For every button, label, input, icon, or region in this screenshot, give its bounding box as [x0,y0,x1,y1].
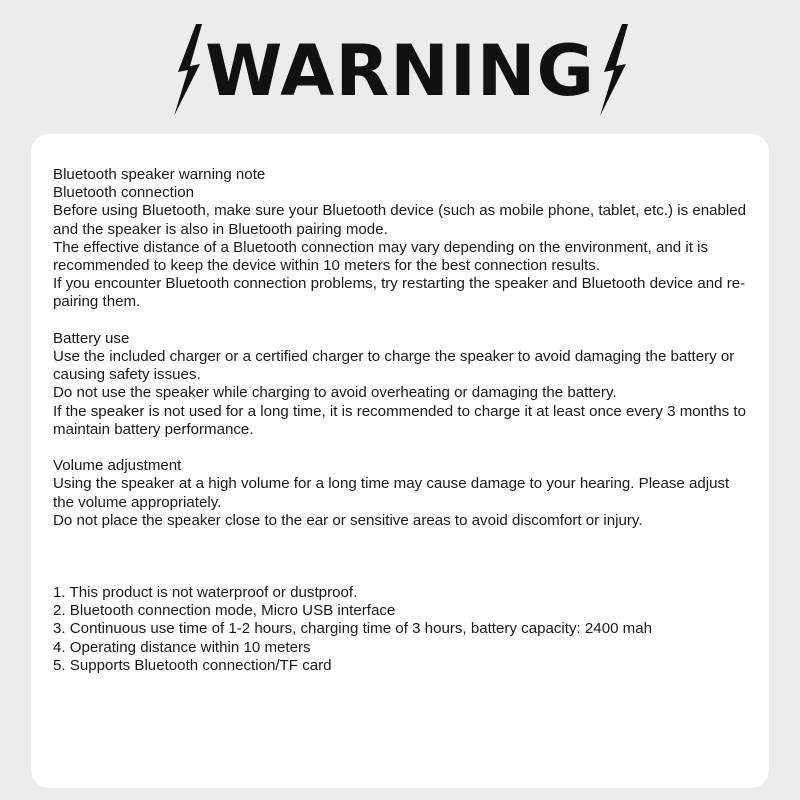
note-paragraph: Before using Bluetooth, make sure your Bluetooth device (such as mobile phone, tablet, etc.) is enabled and the speaker is also in Bluetooth pairing mode. [53,202,747,238]
note-paragraph: If you encounter Bluetooth connection problems, try restarting the speaker and Bluetooth device and re-pairing them. [53,275,746,311]
spec-item: 5. Supports Bluetooth connection/TF card [53,656,332,674]
volume-section [53,457,749,530]
note-paragraph: If the speaker is not used for a long time, it is recommended to charge it at least once every 3 months to maintain battery performance. [53,402,746,438]
spec-item: 4. Operating distance within 10 meters [53,638,311,656]
note-heading: Bluetooth speaker warning note [53,166,266,183]
spec-item: 2. Bluetooth connection mode, Micro USB interface [53,602,396,620]
spec-item: 1. This product is not waterproof or dustproof. [53,584,358,602]
battery-section [53,330,749,439]
section-heading: Battery use [53,329,130,347]
warning-title: WARNING [205,30,595,112]
note-paragraph: Using the speaker at a high volume for a long time may cause damage to your hearing. Please adjust the volume appropriately. [53,475,730,511]
note-paragraph: The effective distance of a Bluetooth connection may vary depending on the environment, and it is recommended to keep the device within 10 meters for the best connection results. [53,238,709,275]
lightning-bolt-icon [592,24,638,116]
note-paragraph: Do not use the speaker while charging to avoid overheating or damaging the battery. [53,384,617,402]
warning-notes [53,166,749,675]
note-paragraph: Use the included charger or a certified charger to charge the speaker to avoid damaging the battery or causing safety issues. [53,348,735,384]
section-heading: Bluetooth connection [53,184,194,202]
warning-header [0,0,800,134]
warning-card [31,134,769,788]
section-heading: Volume adjustment [53,457,182,475]
note-paragraph: Do not place the speaker close to the ear or sensitive areas to avoid discomfort or injury. [53,511,643,529]
bluetooth-section [53,166,749,312]
spec-item: 3. Continuous use time of 1-2 hours, charging time of 3 hours, battery capacity: 2400 mah [53,620,653,638]
spec-list [53,584,749,675]
